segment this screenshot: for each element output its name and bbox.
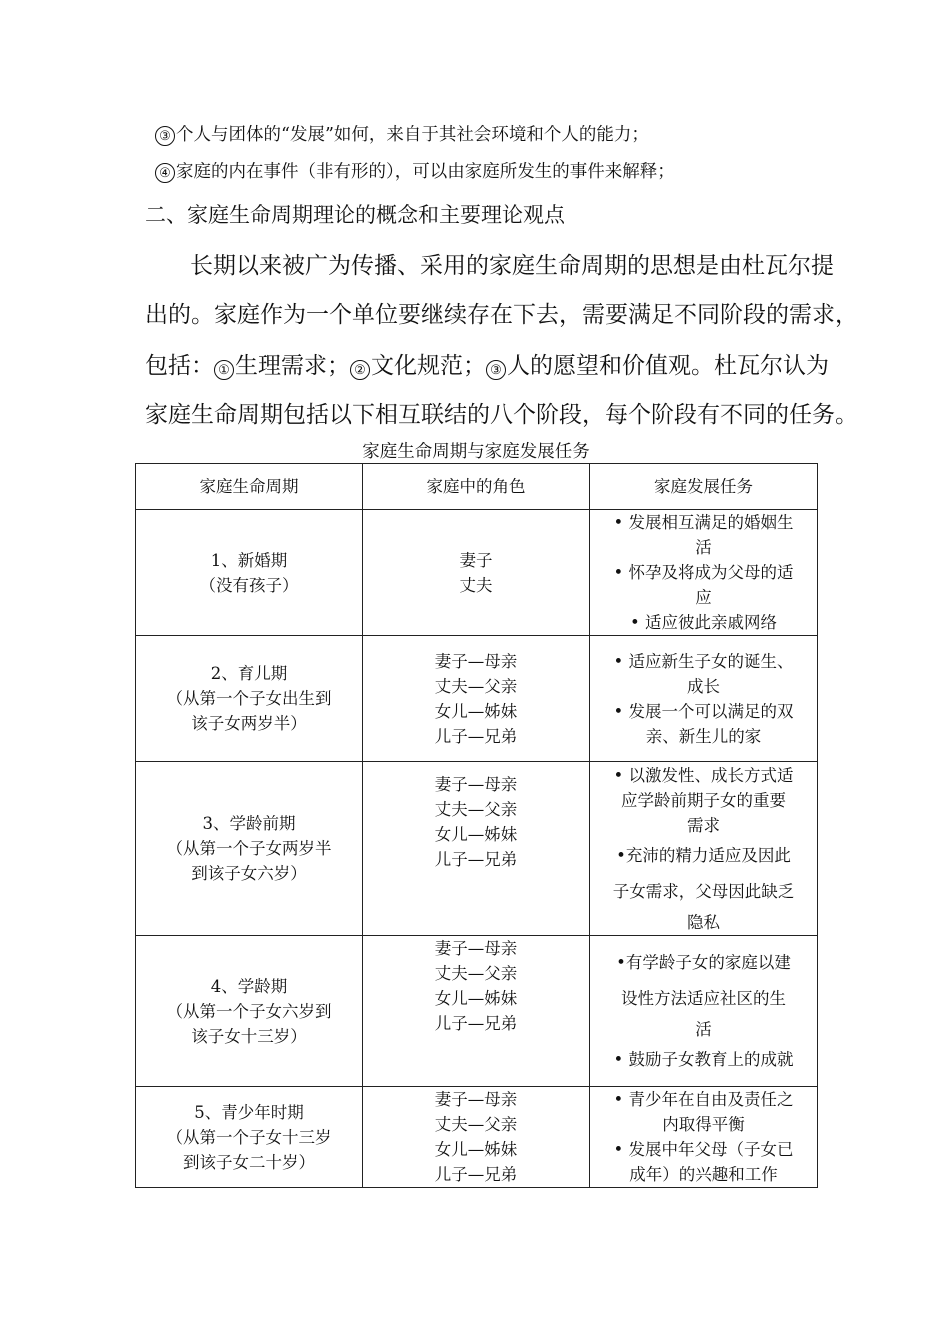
paragraph-line: 出的。家庭作为一个单位要继续存在下去，需要满足不同阶段的需求， [145, 302, 858, 328]
task-text: 亲、新生儿的家 [645, 726, 762, 746]
stage-text: （从第一个子女十三岁 [166, 1127, 332, 1147]
column-header: 家庭发展任务 [590, 464, 818, 510]
role-text: 妻子—母亲 [434, 775, 518, 794]
task-text: • 适应新生子女的诞生、 [613, 651, 794, 671]
stage-text: 2、育儿期 [210, 664, 288, 683]
stage-text: 该子女两岁半） [191, 714, 307, 733]
role-text: 女儿—姊妹 [434, 701, 518, 721]
task-text: •充沛的精力适应及因此 [616, 845, 791, 865]
tasks-cell [590, 1087, 818, 1188]
task-text: 应 [695, 588, 712, 607]
stage-text: （没有孩子） [199, 575, 299, 595]
table-row [136, 636, 818, 762]
list-item [155, 121, 649, 146]
task-text: 活 [695, 1019, 712, 1039]
list-item-text: 个人与团体的“发展”如何，来自于其社会环境和个人的能力； [176, 125, 649, 145]
table-row [136, 1087, 818, 1188]
table-row [136, 510, 818, 636]
task-text: 子女需求，父母因此缺乏 [612, 881, 795, 901]
task-text: • 青少年在自由及责任之 [613, 1090, 794, 1109]
task-text: 成年）的兴趣和工作 [629, 1165, 778, 1184]
role-text: 女儿—姊妹 [434, 1140, 518, 1159]
role-text: 女儿—姊妹 [434, 989, 518, 1008]
task-text: 成长 [687, 676, 720, 696]
table-caption: 家庭生命周期与家庭发展任务 [362, 442, 590, 462]
paragraph-line [145, 347, 829, 380]
task-text: • 怀孕及将成为父母的适 [613, 563, 794, 582]
task-text: • 适应彼此亲戚网络 [630, 613, 777, 632]
paragraph-line: 家庭生命周期包括以下相互联结的八个阶段，每个阶段有不同的任务。 [145, 402, 858, 428]
role-text: 丈夫—父亲 [434, 676, 518, 696]
task-text: 隐私 [687, 912, 720, 932]
stage-text: （从第一个子女六岁到 [166, 1001, 332, 1021]
stage-cell [136, 936, 363, 1087]
stage-text: 到该子女二十岁） [183, 1152, 315, 1172]
table-row [136, 936, 818, 1087]
task-text: • 发展一个可以满足的双 [613, 701, 794, 721]
role-text: 妻子 [459, 550, 493, 570]
tasks-cell [590, 936, 818, 1087]
task-text: 活 [695, 538, 712, 557]
task-text: • 鼓励子女教育上的成就 [613, 1049, 794, 1069]
role-text: 儿子—兄弟 [434, 850, 518, 869]
task-text: • 发展中年父母（子女已 [613, 1140, 794, 1159]
roles-cell [363, 762, 590, 936]
roles-cell [363, 636, 590, 762]
stage-text: （从第一个子女两岁半 [166, 839, 332, 858]
task-text: 需求 [687, 815, 720, 835]
family-lifecycle-table [135, 463, 818, 1188]
roles-cell [363, 936, 590, 1087]
stage-cell [136, 510, 363, 636]
role-text: 儿子—兄弟 [434, 1014, 518, 1033]
role-text: 妻子—母亲 [434, 651, 518, 671]
role-text: 丈夫—父亲 [434, 800, 518, 819]
stage-text: 到该子女六岁） [191, 864, 307, 883]
role-text: 丈夫—父亲 [434, 964, 518, 983]
column-header: 家庭生命周期 [136, 464, 363, 510]
column-header: 家庭中的角色 [363, 464, 590, 510]
paragraph-line: 长期以来被广为传播、采用的家庭生命周期的思想是由杜瓦尔提 [190, 253, 834, 279]
role-text: 妻子—母亲 [434, 1090, 518, 1109]
paragraph-text: 包括： [145, 353, 214, 379]
stage-text: （从第一个子女出生到 [166, 689, 332, 708]
tasks-cell [590, 636, 818, 762]
role-text: 丈夫 [459, 575, 493, 595]
table-row [136, 762, 818, 936]
roles-cell [363, 510, 590, 636]
need-text: 生理需求； [235, 353, 350, 379]
list-marker: ③ [155, 126, 175, 146]
stage-text: 1、新婚期 [210, 550, 288, 570]
stage-cell [136, 1087, 363, 1188]
role-text: 妻子—母亲 [434, 939, 518, 958]
task-text: • 发展相互满足的婚姻生 [613, 513, 794, 532]
role-text: 丈夫—父亲 [434, 1115, 518, 1134]
need-marker: ② [350, 360, 370, 380]
role-text: 女儿—姊妹 [434, 825, 518, 844]
list-item [155, 158, 675, 183]
list-item-text: 家庭的内在事件（非有形的），可以由家庭所发生的事件来解释； [176, 162, 675, 182]
need-text: 人的愿望和价值观。杜瓦尔认为 [507, 353, 829, 379]
tasks-cell [590, 762, 818, 936]
section-heading: 二、家庭生命周期理论的概念和主要理论观点 [145, 203, 565, 227]
roles-cell [363, 1087, 590, 1188]
need-text: 文化规范； [371, 353, 486, 379]
stage-text: 4、学龄期 [210, 976, 288, 996]
task-text: 设性方法适应社区的生 [621, 988, 786, 1008]
role-text: 儿子—兄弟 [434, 1165, 518, 1184]
role-text: 儿子—兄弟 [434, 726, 518, 746]
task-text: 内取得平衡 [662, 1115, 745, 1134]
stage-text: 3、学龄前期 [202, 814, 296, 833]
stage-cell [136, 636, 363, 762]
tasks-cell [590, 510, 818, 636]
stage-text: 5、青少年时期 [194, 1102, 304, 1122]
table-header-row [136, 464, 818, 510]
need-marker: ① [214, 360, 234, 380]
stage-cell [136, 762, 363, 936]
task-text: 应学龄前期子女的重要 [621, 790, 786, 810]
list-marker: ④ [155, 163, 175, 183]
task-text: • 以激发性、成长方式适 [613, 765, 794, 785]
need-marker: ③ [486, 360, 506, 380]
task-text: •有学龄子女的家庭以建 [616, 952, 791, 972]
stage-text: 该子女十三岁） [191, 1026, 307, 1046]
